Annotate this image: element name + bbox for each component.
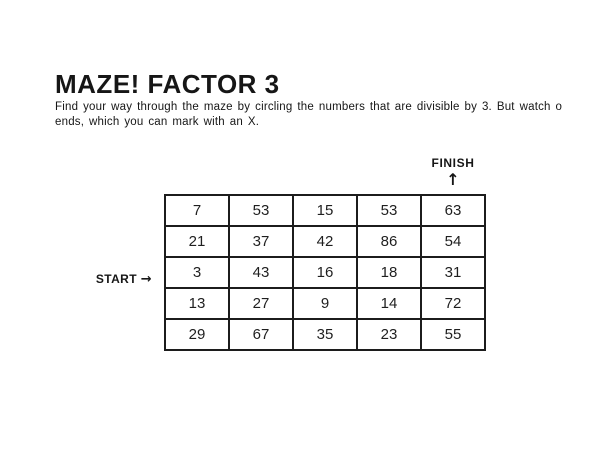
maze-cell[interactable]: 43 [229,257,293,288]
maze-cell[interactable]: 23 [357,319,421,350]
start-marker [0,272,152,287]
maze-cell[interactable]: 53 [229,195,293,226]
maze-cell[interactable]: 86 [357,226,421,257]
maze-cell[interactable]: 63 [421,195,485,226]
maze-row [165,195,485,226]
maze-cell[interactable]: 21 [165,226,229,257]
maze-cell[interactable]: 72 [421,288,485,319]
maze-row [165,257,485,288]
maze-cell[interactable]: 67 [229,319,293,350]
maze-cell[interactable]: 54 [421,226,485,257]
maze-cell[interactable]: 14 [357,288,421,319]
maze-cell[interactable]: 35 [293,319,357,350]
maze-row [165,319,485,350]
maze-row [165,226,485,257]
instructions [55,100,600,129]
maze-cell[interactable]: 31 [421,257,485,288]
maze-cell[interactable]: 15 [293,195,357,226]
maze-cell[interactable]: 18 [357,257,421,288]
start-label: START [95,272,137,286]
instructions-line-1: Find your way through the maze by circling the numbers that are divisible by 3. But watch o [55,101,563,113]
maze-cell[interactable]: 42 [293,226,357,257]
finish-marker [393,157,513,188]
maze-cell[interactable]: 7 [165,195,229,226]
maze-cell[interactable]: 16 [293,257,357,288]
maze-cell[interactable]: 55 [421,319,485,350]
arrow-right-icon: → [140,272,152,287]
page-title: MAZE! FACTOR 3 [55,69,280,99]
maze-cell[interactable]: 27 [229,288,293,319]
maze-row [165,288,485,319]
maze-cell[interactable]: 3 [165,257,229,288]
maze-cell[interactable]: 13 [165,288,229,319]
maze-cell[interactable]: 9 [293,288,357,319]
maze-grid-body [165,195,485,350]
maze-cell[interactable]: 37 [229,226,293,257]
finish-label: FINISH [431,156,475,170]
maze-cell[interactable]: 53 [357,195,421,226]
maze-cell[interactable]: 29 [165,319,229,350]
arrow-up-icon: ↑ [446,170,460,189]
maze-grid [164,194,486,351]
instructions-line-2: ends, which you can mark with an X. [55,115,260,128]
